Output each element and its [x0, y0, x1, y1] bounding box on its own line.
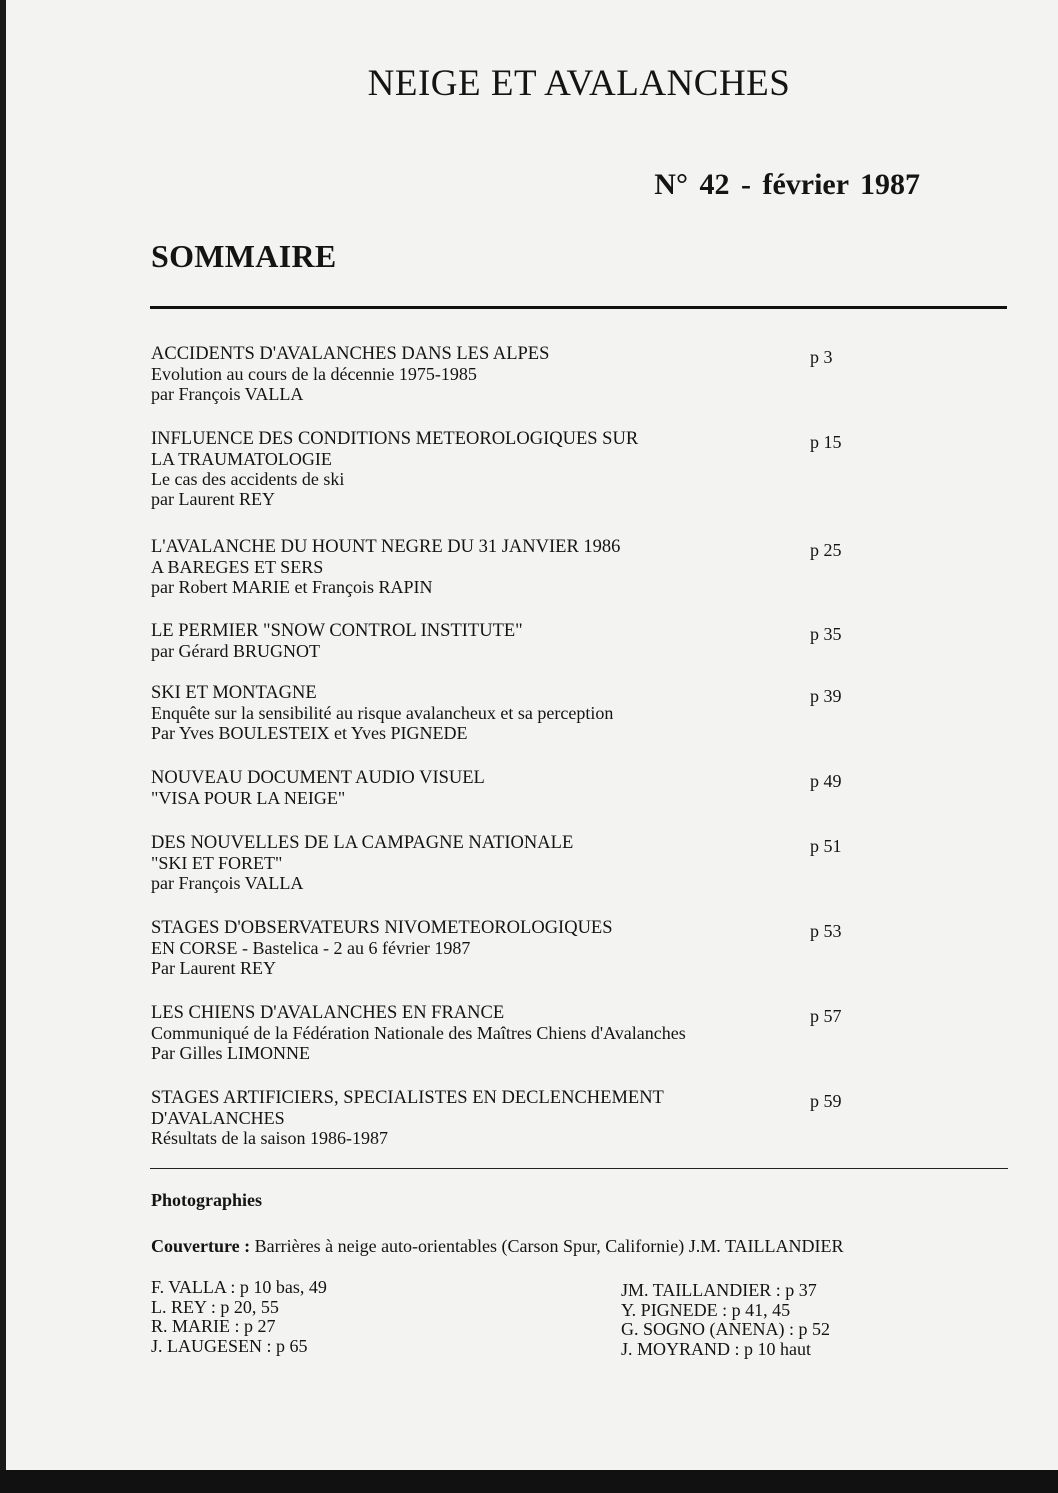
toc-entry-title: LE PERMIER "SNOW CONTROL INSTITUTE"	[151, 621, 523, 641]
journal-title: NEIGE ET AVALANCHES	[367, 63, 791, 104]
header-divider	[150, 306, 1007, 309]
toc-entry-line: par François VALLA	[151, 873, 304, 893]
toc-entry-line: Par Yves BOULESTEIX et Yves PIGNEDE	[151, 723, 468, 743]
toc-entry	[151, 1003, 951, 1063]
section-title: SOMMAIRE	[151, 238, 337, 274]
toc-entry-line: D'AVALANCHES	[151, 1108, 285, 1128]
photo-credit: F. VALLA : p 10 bas, 49	[151, 1277, 327, 1297]
toc-entry	[151, 1088, 951, 1148]
photo-credit: Y. PIGNEDE : p 41, 45	[621, 1299, 791, 1320]
toc-page-number: p 59	[810, 1091, 842, 1111]
toc-entry-title: STAGES ARTIFICIERS, SPECIALISTES EN DECLENCHEMENT	[151, 1088, 664, 1108]
toc-page-number: p 35	[810, 624, 842, 644]
toc-entry-title: SKI ET MONTAGNE	[151, 683, 317, 703]
toc-entry	[151, 429, 951, 509]
toc-entry-line: Evolution au cours de la décennie 1975-1985	[151, 364, 477, 384]
toc-entry-line: Enquête sur la sensibilité au risque avalancheux et sa perception	[151, 703, 614, 723]
toc-entry-title: NOUVEAU DOCUMENT AUDIO VISUEL	[151, 768, 485, 788]
scan-left-edge	[0, 0, 6, 1493]
toc-page-number: p 3	[810, 347, 833, 367]
toc-entry-line: par Robert MARIE et François RAPIN	[151, 577, 433, 597]
photo-credit: R. MARIE : p 27	[151, 1316, 276, 1336]
toc-entry	[151, 918, 951, 978]
toc-entry-line: Résultats de la saison 1986-1987	[151, 1128, 388, 1148]
toc-entry	[151, 537, 951, 597]
cover-credit	[151, 1236, 843, 1257]
toc-entry-line: par Laurent REY	[151, 489, 275, 509]
toc-entry-title: LES CHIENS D'AVALANCHES EN FRANCE	[151, 1003, 505, 1023]
toc-page-number: p 51	[810, 836, 842, 856]
footer-divider	[150, 1168, 1008, 1169]
photo-credits-left	[151, 1278, 327, 1356]
photo-credit: L. REY : p 20, 55	[151, 1296, 279, 1317]
toc-entry-line: Communiqué de la Fédération Nationale des Maîtres Chiens d'Avalanches	[151, 1023, 686, 1043]
toc-page-number: p 15	[810, 432, 842, 452]
cover-label: Couverture :	[151, 1236, 251, 1256]
cover-text: Barrières à neige auto-orientables (Carson Spur, Californie) J.M. TAILLANDIER	[254, 1236, 844, 1256]
toc-entry-title: INFLUENCE DES CONDITIONS METEOROLOGIQUES SUR	[151, 429, 639, 449]
photo-credit: J. LAUGESEN : p 65	[151, 1335, 308, 1356]
toc-entry-title: ACCIDENTS D'AVALANCHES DANS LES ALPES	[151, 344, 550, 364]
toc-entry	[151, 768, 951, 808]
photo-credit: J. MOYRAND : p 10 haut	[621, 1338, 812, 1359]
toc-page-number: p 25	[810, 540, 842, 560]
toc-entry-title: STAGES D'OBSERVATEURS NIVOMETEOROLOGIQUES	[151, 918, 613, 938]
toc-entry	[151, 683, 951, 743]
toc-page-number: p 49	[810, 771, 842, 791]
toc-entry-line: par Gérard BRUGNOT	[151, 641, 320, 661]
scan-bottom-edge	[0, 1470, 1058, 1493]
toc-entry-line: "VISA POUR LA NEIGE"	[151, 788, 346, 808]
toc-entry	[151, 833, 951, 893]
toc-page-number: p 39	[810, 686, 842, 706]
photo-credit: G. SOGNO (ANENA) : p 52	[621, 1319, 830, 1339]
photo-credit: JM. TAILLANDIER : p 37	[621, 1280, 817, 1300]
photo-credits-right	[621, 1281, 830, 1359]
toc-entry-line: EN CORSE - Bastelica - 2 au 6 février 1987	[151, 938, 471, 958]
toc-entry-line: LA TRAUMATOLOGIE	[151, 449, 332, 469]
toc-entry-line: par François VALLA	[151, 384, 304, 404]
toc-entry-line: Par Gilles LIMONNE	[151, 1043, 310, 1063]
toc-entry	[151, 344, 951, 404]
toc-page-number: p 53	[810, 921, 842, 941]
toc-entry-line: Par Laurent REY	[151, 958, 276, 978]
toc-entry-title: DES NOUVELLES DE LA CAMPAGNE NATIONALE	[151, 833, 574, 853]
issue-number-date: N° 42 - février 1987	[654, 168, 920, 201]
toc-entry-line: Le cas des accidents de ski	[151, 469, 345, 489]
toc-entry-line: "SKI ET FORET"	[151, 853, 283, 873]
toc-entry	[151, 621, 951, 661]
toc-page-number: p 57	[810, 1006, 842, 1026]
toc-entry-line: A BAREGES ET SERS	[151, 557, 324, 577]
photographs-heading: Photographies	[151, 1190, 263, 1210]
toc-entry-title: L'AVALANCHE DU HOUNT NEGRE DU 31 JANVIER 1986	[151, 537, 621, 557]
